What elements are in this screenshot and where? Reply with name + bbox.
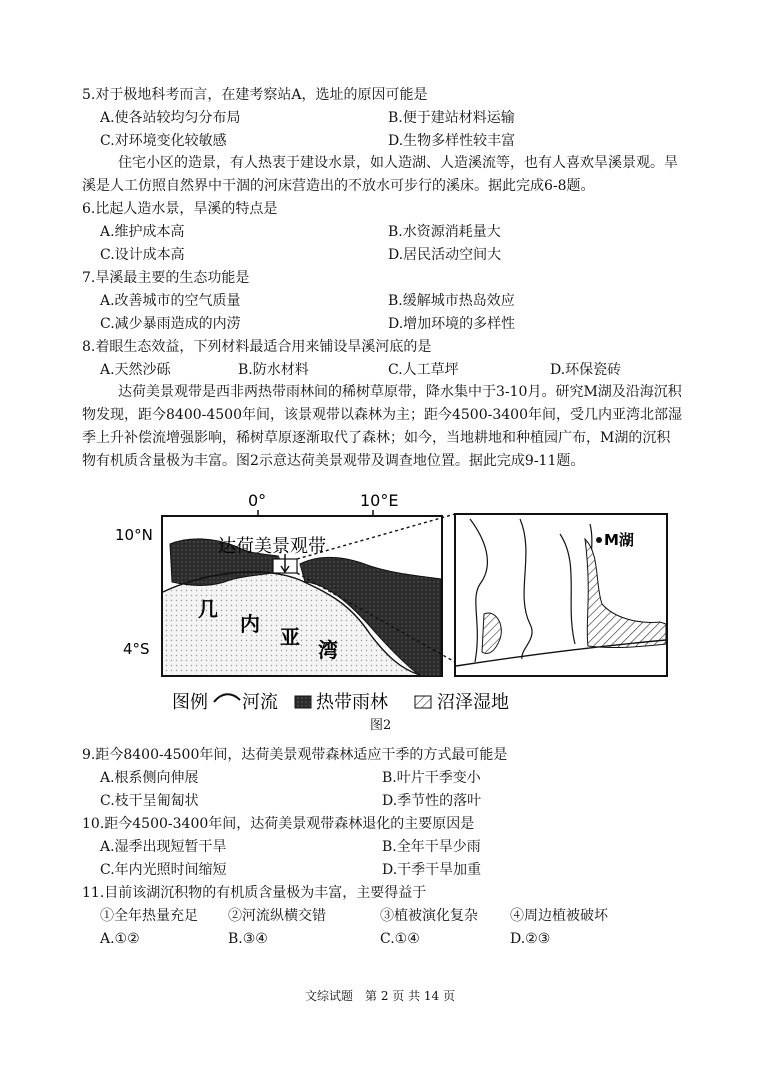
legend-wetland-label: 沼泽湿地	[437, 692, 509, 713]
q11-option-b: B.③④	[228, 931, 268, 947]
q11-stem: 11.目前该湖沉积物的有机质含量极为丰富，主要得益于	[82, 885, 427, 901]
q10-option-c: C.年内光照时间缩短	[100, 862, 227, 878]
longitude-0-label: 0°	[248, 491, 267, 510]
q5-stem: 5.对于极地科考而言，在建考察站A，选址的原因可能是	[82, 87, 428, 103]
q8-stem: 8.着眼生态效益，下列材料最适合用来铺设旱溪河底的是	[82, 339, 432, 355]
q7-stem: 7.旱溪最主要的生态功能是	[82, 270, 250, 286]
gulf-char-3: 亚	[280, 625, 300, 649]
dahomey-belt-label: 达荷美景观带	[218, 536, 326, 557]
q9-option-c: C.枝干呈匍匐状	[100, 793, 199, 809]
q6-option-c: C.设计成本高	[100, 247, 185, 263]
legend-title: 图例	[172, 692, 208, 713]
longitude-10e-label: 10°E	[360, 491, 399, 510]
gulf-char-1: 几	[198, 597, 218, 621]
q10-option-d: D.干季干旱加重	[382, 862, 482, 878]
q10-stem: 10.距今4500-3400年间，达荷美景观带森林退化的主要原因是	[82, 816, 475, 832]
passage-dahomey-gap: 达荷美景观带是西非两热带雨林间的稀树草原带，降水集中于3-10月。研究M湖及沿海沉积物发现，距今8400-4500年间，该景观带以森林为主；距今4500-3400年间，受几内亚湾北部湿季上升补偿流增强影响，稀树草原逐渐取代了森林；如今，当地耕地和种植园广布，M湖的沉积物有机质含量极为丰富。图2示意达荷美景观带及调查地位置。据此完成9-11题。	[82, 384, 682, 469]
page-footer: 文综试题 第 2 页 共 14 页	[305, 989, 455, 1003]
q5-option-c: C.对环境变化较敏感	[100, 133, 227, 149]
figure-caption: 图2	[370, 718, 392, 733]
q11-option-c: C.①④	[380, 931, 420, 947]
q11-statement-2: ②河流纵横交错	[228, 908, 326, 924]
q7-option-b: B.缓解城市热岛效应	[388, 293, 515, 309]
q6-stem: 6.比起人造水景，旱溪的特点是	[82, 201, 278, 217]
latitude-10n-label: 10°N	[115, 526, 153, 544]
rainforest-legend-icon	[295, 696, 311, 708]
legend-river-label: 河流	[242, 692, 278, 713]
wetland-legend-icon	[415, 696, 431, 708]
q8-option-c: C.人工草坪	[388, 362, 459, 378]
q5-option-b: B.便于建站材料运输	[388, 110, 515, 126]
q11-statement-3: ③植被演化复杂	[380, 908, 478, 924]
river-legend-icon	[214, 694, 240, 702]
q11-option-d: D.②③	[510, 931, 551, 947]
q8-option-a: A.天然沙砾	[100, 362, 171, 378]
q5-option-a: A.使各站较均匀分布局	[100, 110, 241, 126]
q11-option-a: A.①②	[100, 931, 140, 947]
q6-option-d: D.居民活动空间大	[388, 247, 502, 263]
gulf-char-2: 内	[240, 612, 260, 636]
legend-forest-label: 热带雨林	[316, 692, 388, 713]
q7-option-c: C.减少暴雨造成的内涝	[100, 316, 241, 332]
q5-option-d: D.生物多样性较丰富	[388, 133, 516, 149]
gulf-char-4: 湾	[318, 638, 338, 662]
q9-option-b: B.叶片干季变小	[382, 770, 481, 786]
q8-option-d: D.环保瓷砖	[550, 362, 622, 378]
q11-statement-4: ④周边植被破坏	[510, 908, 608, 924]
lake-m-label: M湖	[604, 531, 634, 549]
q6-option-b: B.水资源消耗量大	[388, 224, 501, 240]
latitude-4s-label: 4°S	[123, 640, 150, 658]
q8-option-b: B.防水材料	[238, 362, 309, 378]
q6-option-a: A.维护成本高	[100, 224, 185, 240]
lake-m-marker	[596, 537, 602, 543]
figure-2-map	[0, 484, 760, 734]
q9-option-d: D.季节性的落叶	[382, 793, 482, 809]
q7-option-d: D.增加环境的多样性	[388, 316, 516, 332]
passage-dry-creek: 住宅小区的造景，有人热衷于建设水景，如人造湖、人造溪流等，也有人喜欢旱溪景观。旱溪是人工仿照自然界中干涸的河床营造出的不放水可步行的溪床。据此完成6-8题。	[82, 155, 678, 194]
q11-statement-1: ①全年热量充足	[100, 908, 198, 924]
q10-option-b: B.全年干旱少雨	[382, 839, 481, 855]
q10-option-a: A.湿季出现短暂干旱	[100, 839, 227, 855]
q9-option-a: A.根系侧向伸展	[100, 770, 199, 786]
q7-option-a: A.改善城市的空气质量	[100, 293, 241, 309]
q9-stem: 9.距今8400-4500年间，达荷美景观带森林适应干季的方式最可能是	[82, 747, 508, 763]
